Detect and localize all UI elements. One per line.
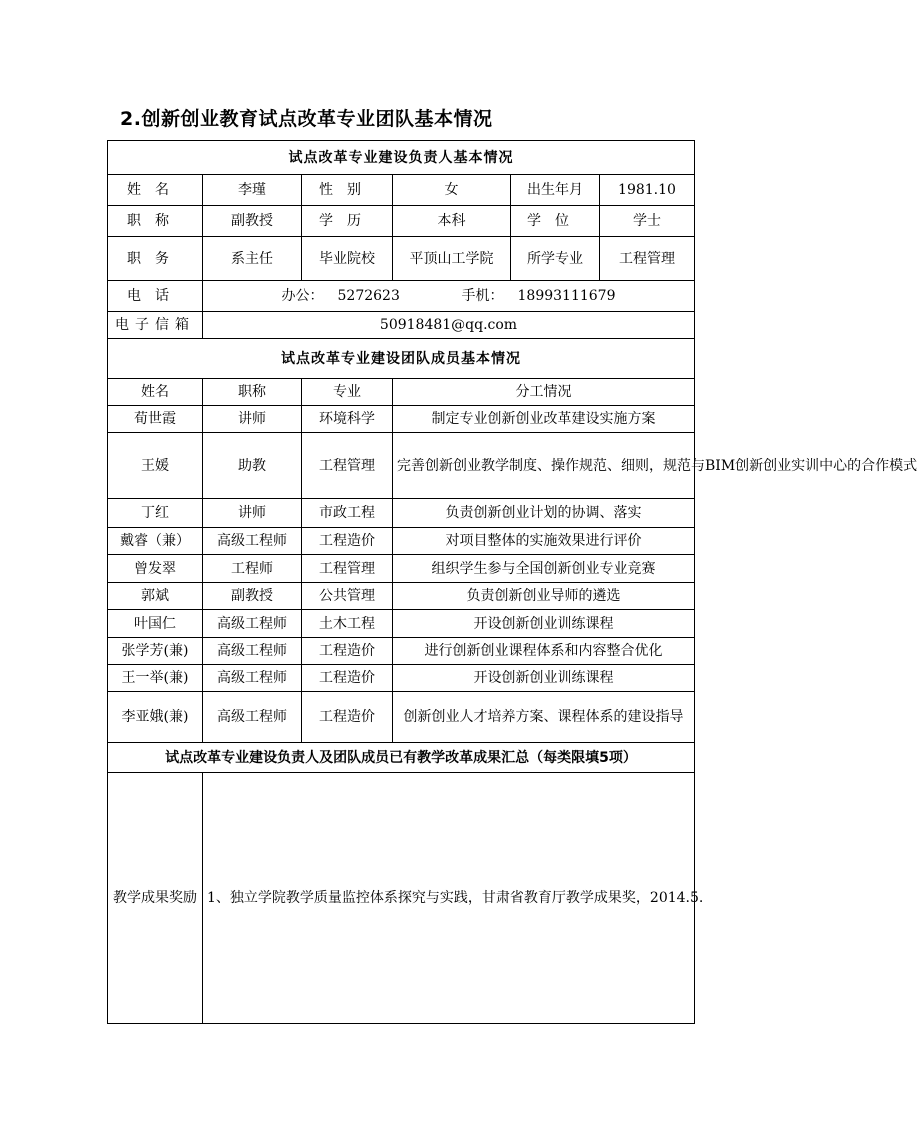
award-content: 1、独立学院教学质量监控体系探究与实践，甘肃省教育厅教学成果奖，2014.5. <box>203 773 695 1024</box>
table-row <box>108 692 695 743</box>
title-label: 职称 <box>108 206 203 237</box>
mobile-phone <box>462 285 616 307</box>
school-label: 毕业院校 <box>302 237 393 281</box>
degree-label: 学位 <box>511 206 600 237</box>
col-header-name: 姓名 <box>108 379 203 406</box>
mobile-number: 18993111679 <box>517 288 616 304</box>
leader-row-position <box>108 237 695 281</box>
member-name: 丁红 <box>108 499 203 528</box>
table-row <box>108 583 695 610</box>
member-major: 公共管理 <box>302 583 393 610</box>
achievement-section-heading: 试点改革专业建设负责人及团队成员已有教学改革成果汇总（每类限填5项） <box>108 743 695 773</box>
position-label: 职务 <box>108 237 203 281</box>
leader-section-heading: 试点改革专业建设负责人基本情况 <box>108 141 695 175</box>
member-name: 叶国仁 <box>108 610 203 638</box>
member-title: 讲师 <box>203 406 302 433</box>
member-name: 荀世霞 <box>108 406 203 433</box>
education-label: 学历 <box>302 206 393 237</box>
degree-value: 学士 <box>600 206 695 237</box>
member-name: 戴睿（兼） <box>108 528 203 555</box>
member-title: 高级工程师 <box>203 610 302 638</box>
page-title: 2.创新创业教育试点改革专业团队基本情况 <box>120 108 493 130</box>
member-title: 高级工程师 <box>203 638 302 665</box>
col-header-title: 职称 <box>203 379 302 406</box>
member-duty: 对项目整体的实施效果进行评价 <box>393 528 695 555</box>
table-row <box>108 528 695 555</box>
email-label: 电子信箱 <box>108 312 203 339</box>
title-value: 副教授 <box>203 206 302 237</box>
member-title: 高级工程师 <box>203 665 302 692</box>
member-major: 市政工程 <box>302 499 393 528</box>
table-row <box>108 665 695 692</box>
table-row <box>108 610 695 638</box>
gender-value: 女 <box>393 175 511 206</box>
office-number: 5272623 <box>337 288 400 304</box>
leader-row-phone <box>108 281 695 312</box>
mobile-label: 手机： <box>461 288 504 304</box>
member-duty: 开设创新创业训练课程 <box>393 665 695 692</box>
table-row <box>108 555 695 583</box>
table-row <box>108 406 695 433</box>
award-label: 教学成果奖励 <box>108 773 203 1024</box>
member-major: 工程造价 <box>302 692 393 743</box>
team-info-form <box>107 140 917 1024</box>
member-title: 讲师 <box>203 499 302 528</box>
email-value: 50918481@qq.com <box>203 312 695 339</box>
leader-name-value: 李瑾 <box>203 175 302 206</box>
member-major: 工程造价 <box>302 665 393 692</box>
leader-row-title <box>108 206 695 237</box>
member-duty: 完善创新创业教学制度、操作规范、细则，规范与BIM创新创业实训中心的合作模式 <box>393 433 695 499</box>
major-value: 工程管理 <box>600 237 695 281</box>
office-phone <box>282 285 462 307</box>
member-title: 助教 <box>203 433 302 499</box>
office-label: 办公： <box>281 288 324 304</box>
member-title: 副教授 <box>203 583 302 610</box>
member-title: 高级工程师 <box>203 528 302 555</box>
phone-value-cell <box>203 281 695 312</box>
member-name: 王媛 <box>108 433 203 499</box>
member-name: 曾发翠 <box>108 555 203 583</box>
school-value: 平顶山工学院 <box>393 237 511 281</box>
leader-row-basic <box>108 175 695 206</box>
education-value: 本科 <box>393 206 511 237</box>
major-label: 所学专业 <box>511 237 600 281</box>
col-header-major: 专业 <box>302 379 393 406</box>
member-major: 工程造价 <box>302 638 393 665</box>
team-table-header-row <box>108 379 695 406</box>
member-title: 工程师 <box>203 555 302 583</box>
leader-section-header-row <box>108 141 695 175</box>
member-major: 工程造价 <box>302 528 393 555</box>
table-row <box>108 433 695 499</box>
member-major: 土木工程 <box>302 610 393 638</box>
member-major: 工程管理 <box>302 433 393 499</box>
member-duty: 开设创新创业训练课程 <box>393 610 695 638</box>
team-section-heading: 试点改革专业建设团队成员基本情况 <box>108 339 695 379</box>
member-duty: 负责创新创业计划的协调、落实 <box>393 499 695 528</box>
member-title: 高级工程师 <box>203 692 302 743</box>
phone-label: 电话 <box>108 281 203 312</box>
team-section-header-row <box>108 339 695 379</box>
member-duty: 组织学生参与全国创新创业专业竞赛 <box>393 555 695 583</box>
birth-value: 1981.10 <box>600 175 695 206</box>
member-name: 王一举(兼) <box>108 665 203 692</box>
member-name: 张学芳(兼) <box>108 638 203 665</box>
member-duty: 负责创新创业导师的遴选 <box>393 583 695 610</box>
table-row <box>108 499 695 528</box>
member-name: 郭斌 <box>108 583 203 610</box>
name-label: 姓名 <box>108 175 203 206</box>
col-header-duty: 分工情况 <box>393 379 695 406</box>
achievement-section-header-row <box>108 743 695 773</box>
birth-label: 出生年月 <box>511 175 600 206</box>
table-row <box>108 638 695 665</box>
member-name: 李亚娥(兼) <box>108 692 203 743</box>
gender-label: 性别 <box>302 175 393 206</box>
member-duty: 创新创业人才培养方案、课程体系的建设指导 <box>393 692 695 743</box>
member-major: 工程管理 <box>302 555 393 583</box>
member-major: 环境科学 <box>302 406 393 433</box>
award-row <box>108 773 695 1024</box>
position-value: 系主任 <box>203 237 302 281</box>
leader-row-email <box>108 312 695 339</box>
member-duty: 进行创新创业课程体系和内容整合优化 <box>393 638 695 665</box>
member-duty: 制定专业创新创业改革建设实施方案 <box>393 406 695 433</box>
